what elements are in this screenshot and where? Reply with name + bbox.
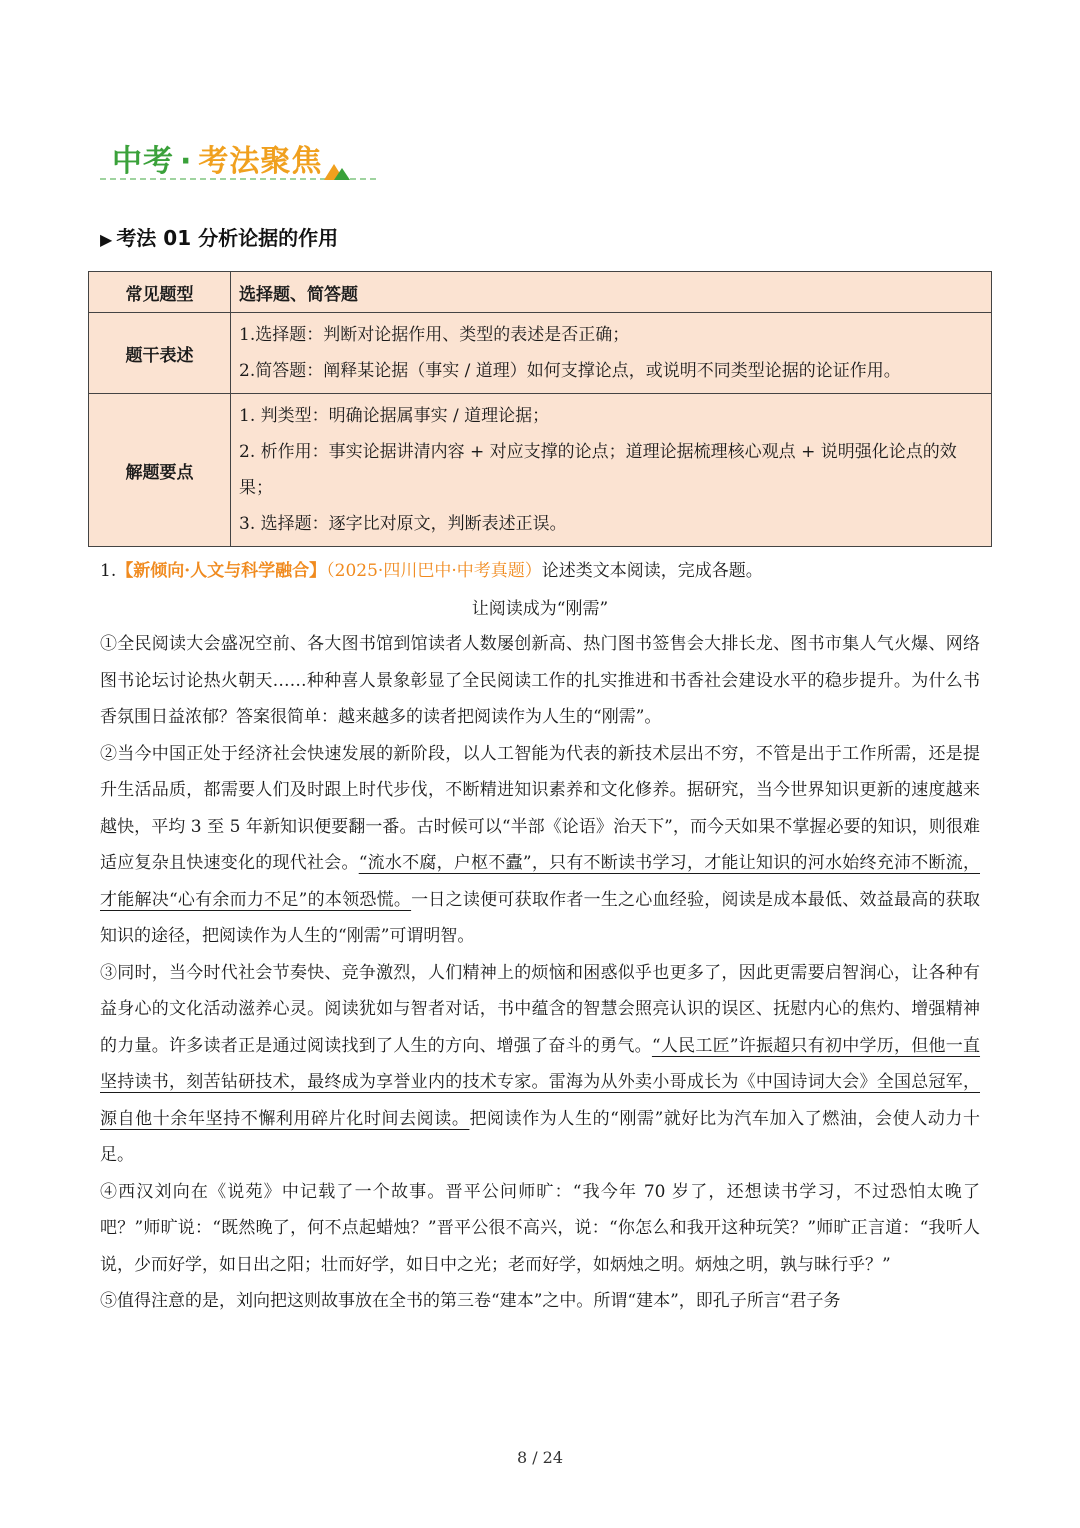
play-triangle-icon: ▶ [100,230,113,249]
paragraph-text: 一日之读便可获取作者一生之心血经验，阅读是成本最低、效益最高的获取知识的途径，把阅读作为人生的“刚需”可谓明智。 [100,889,981,946]
question-number: 1. [100,561,117,581]
page-number: 8 / 24 [516,1448,564,1467]
table-line: 2. 析作用：事实论据讲清内容 + 对应支撑的论点；道理论据梳理核心观点 + 说明强化论点的效果； [239,442,957,498]
article-paragraph: ⑤值得注意的是，刘向把这则故事放在全书的第三卷“建本”之中。所谓“建本”，即孔子所言“君子务 [100,1291,841,1311]
article-paragraph [100,736,980,955]
table-row-head: 常见题型 [89,272,231,313]
article-body [100,626,980,1320]
table-row [89,272,992,313]
question-header [100,556,763,581]
underlined-text: “人民工匠”许振超只有初中学历，但他一直坚持读书，刻苦钻研技术，最终成为享誉业内的技术专家。雷海为从外卖小哥成长为《中国诗词大会》全国总冠军，源自他十余年坚持不懈利用碎片化时间去阅读。 [100,1035,981,1129]
underlined-text: “流水不腐，户枢不蠹”，只有不断读书学习，才能让知识的河水始终充沛不断流，才能解决“心有余而力不足”的本领恐慌。 [100,853,980,910]
table-row-value: 选择题、简答题 [231,272,992,313]
table-row-head: 题干表述 [89,313,231,394]
table-row-head: 解题要点 [89,394,231,547]
question-source: （2025·四川巴中·中考真题） [326,561,542,581]
table-line: 1.选择题：判断对论据作用、类型的表述是否正确； [239,325,630,345]
question-tag: 【新倾向·人文与科学融合】 [116,561,327,581]
article-title: 让阅读成为“刚需” [471,599,609,619]
logo-dot: · [180,144,193,179]
section-title-text: 考法 01 分析论据的作用 [116,226,339,250]
paragraph-text: ②当今中国正处于经济社会快速发展的新阶段，以人工智能为代表的新技术层出不穷，不管是出于工作所需，还是提升生活品质，都需要人们及时跟上时代步伐，不断精进知识素养和文化修养。据研究，当今世界知识更新的速度越来越快，平均 3 至 5 年新知识便要翻一番。古时候可以“半部《论语》治天下”，而今天如果不掌握必要的知识，则很难适应复杂且快速变化的现代社会。 [100,743,980,873]
table-row [89,394,992,547]
logo-part1: 中考 [112,144,174,179]
table-line: 3. 选择题：逐字比对原文，判断表述正误。 [239,514,567,534]
article-paragraph [100,955,980,1174]
paragraph-text: ③同时，当今时代社会节奏快、竞争激烈，人们精神上的烦恼和困惑似乎也更多了，因此更需要启智润心，让各种有益身心的文化活动滋养心灵。阅读犹如与智者对话，书中蕴含的智慧会照亮认识的误区、抚慰内心的焦灼、增强精神的力量。许多读者正是通过阅读找到了人生的方向、增强了奋斗的勇气。 [100,962,980,1056]
logo-part2: 考法聚焦 [198,144,323,179]
article-paragraph: ①全民阅读大会盛况空前、各大图书馆到馆读者人数屡创新高、热门图书签售会大排长龙、图书市集人气火爆、网络图书论坛讨论热火朝天……种种喜人景象彰显了全民阅读工作的扎实推进和书香社会建设水平的稳步提升。为什么书香氛围日益浓郁？答案很简单：越来越多的读者把阅读作为人生的“刚需”。 [100,634,980,727]
table-row-value [231,394,992,547]
table-line: 1. 判类型：明确论据属事实 / 道理论据； [239,406,550,426]
section-title [100,222,338,251]
table-row [89,313,992,394]
mountain-icon [322,160,352,182]
question-instruction: 论述类文本阅读，完成各题。 [541,561,763,581]
article-paragraph: ④西汉刘向在《说苑》中记载了一个故事。晋平公问师旷：“我今年 70 岁了，还想读书学习，不过恐怕太晚了吧？”师旷说：“既然晚了，何不点起蜡烛？”晋平公很不高兴，说：“你怎么和我开这种玩笑？”师旷正言道：“我听人说，少而好学，如日出之阳；壮而好学，如日中之光；老而好学，如炳烛之明。炳烛之明，孰与昧行乎？” [100,1181,980,1275]
paragraph-text: 把阅读作为人生的“刚需”就好比为汽车加入了燃油，会使人动力十足。 [100,1108,980,1165]
logo-text [112,136,322,180]
table-line: 2.简答题：阐释某论据（事实 / 道理）如何支撑论点，或说明不同类型论据的论证作用。 [239,361,901,381]
method-table [88,271,992,547]
table-row-value [231,313,992,394]
